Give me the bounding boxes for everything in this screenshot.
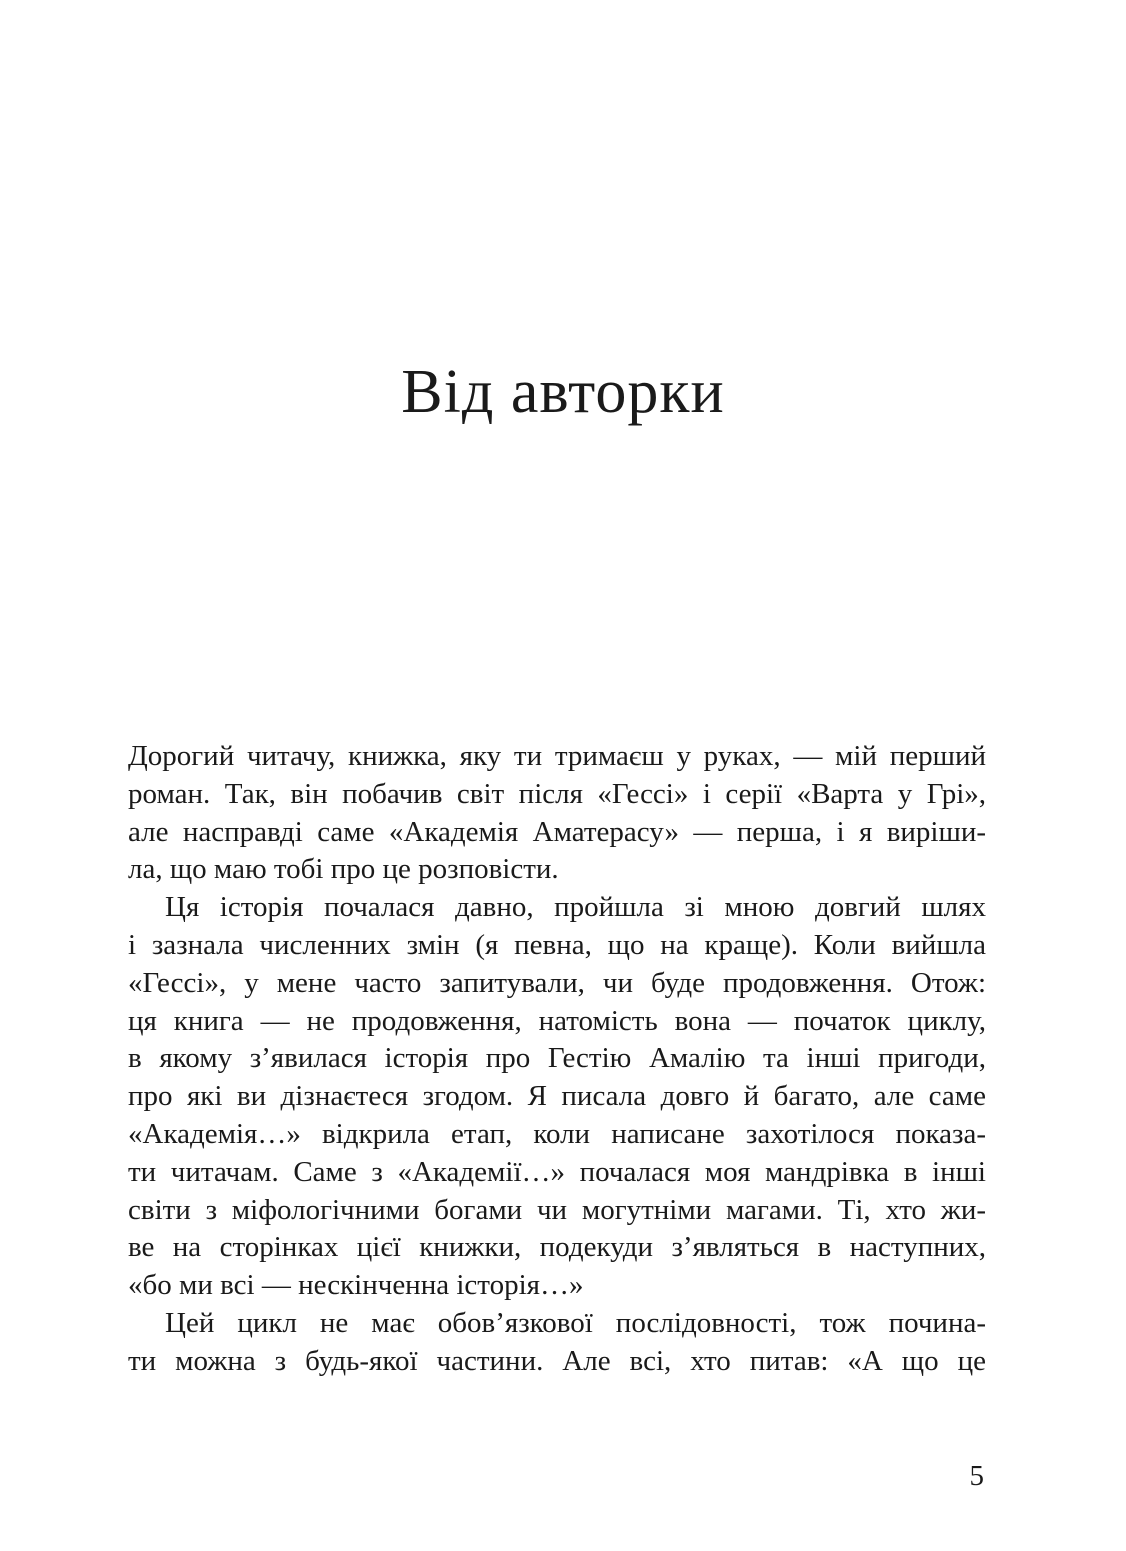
text-line: але насправді саме «Академія Аматерасу» — перша, і я виріши- — [128, 815, 986, 848]
text-line: про які ви дізнаєтеся згодом. Я писала довго й багато, але саме — [128, 1080, 986, 1113]
text-line: ти читачам. Саме з «Академії…» почалася моя мандрівка в інші — [128, 1155, 986, 1188]
text-line: ти можна з будь-якої частини. Але всі, хто питав: «А що це — [128, 1344, 986, 1377]
text-line: ве на сторінках цієї книжки, подекуди з’являться в наступних, — [128, 1231, 986, 1264]
page-number: 5 — [969, 1460, 984, 1492]
text-line: «бо ми всі — нескінченна історія…» — [128, 1269, 584, 1302]
text-line: Цей цикл не має обов’язкової послідовності, тож почина- — [165, 1306, 986, 1339]
text-line: світи з міфологічними богами чи могутніми магами. Ті, хто жи- — [128, 1193, 986, 1226]
text-line: «Гессі», у мене часто запитували, чи буде продовження. Отож: — [128, 966, 986, 999]
text-line: і зазнала численних змін (я певна, що на краще). Коли вийшла — [128, 928, 986, 961]
text-line: Дорогий читачу, книжка, яку ти тримаєш у руках, — мій перший — [128, 740, 986, 772]
text-line: ця книга — не продовження, натомість вона — початок циклу, — [128, 1004, 986, 1037]
text-line: в якому з’явилася історія про Гестію Амалію та інші пригоди, — [128, 1042, 986, 1075]
text-line: Ця історія почалася давно, пройшла зі мною довгий шлях — [165, 891, 986, 924]
text-line: ла, що маю тобі про це розповісти. — [128, 853, 559, 886]
text-line: роман. Так, він побачив світ після «Гессі» і серії «Варта у Грі», — [128, 777, 986, 810]
text-line: «Академія…» відкрила етап, коли написане захотілося показа- — [128, 1117, 986, 1150]
body-text — [128, 738, 986, 1381]
page-title: Від авторки — [401, 358, 725, 426]
